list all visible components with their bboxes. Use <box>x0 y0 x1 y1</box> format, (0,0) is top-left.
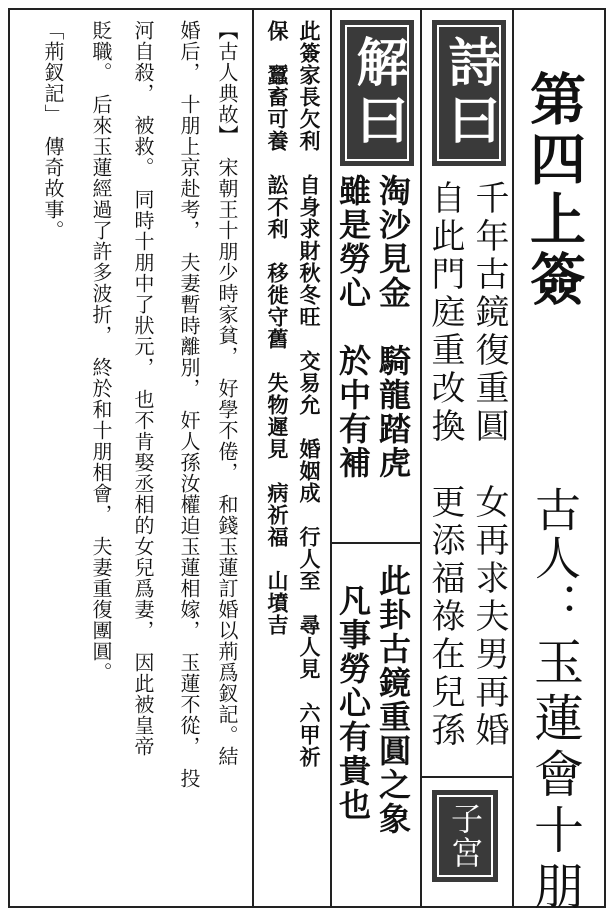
divider-palace <box>420 776 514 778</box>
interpretation-label <box>340 20 414 166</box>
palace-label <box>432 790 498 882</box>
story-prefix: 古人： <box>528 486 582 630</box>
interp-line-2: 雖是勞心 於中有補 <box>334 174 372 480</box>
slip-title: 第四上簽 <box>521 70 587 310</box>
poem-label-text: 詩曰 <box>439 35 499 151</box>
story-line-5: 「荊釵記」 傳奇故事。 <box>41 20 65 241</box>
divider-interp <box>330 8 332 908</box>
divider-title <box>512 8 514 908</box>
story-line-1: 【古人典故】 宋朝王十朋少時家貧， 好學不倦， 和錢玉蓮訂婚以荊爲釵記。結 <box>215 20 239 767</box>
interpretation-label-text: 解曰 <box>347 35 407 151</box>
divider-fortune <box>252 8 254 908</box>
fortune-line-1: 此簽家長欠利 自身求財秋冬旺 交易允 婚姻成 行人至 尋人見 六甲祈 <box>297 20 321 768</box>
story-name: 玉蓮會十朋 <box>526 636 584 916</box>
interp-summary-1: 此卦古鏡重圓之象 <box>374 564 412 836</box>
interp-line-1: 淘沙見金 騎龍踏虎 <box>374 174 412 480</box>
poem-line-1: 千年古鏡復重圓 女再求夫男再婚 <box>469 180 509 750</box>
divider-poem <box>420 8 422 908</box>
poem-line-2: 自此門庭重改換 更添福祿在兒孫 <box>425 180 465 750</box>
interp-summary-2: 凡事勞心有貴也 <box>334 584 372 822</box>
fortune-line-2: 保 蠶畜可養 訟不利 移徙守舊 失物遲見 病祈福 山墳吉 <box>265 20 289 636</box>
palace-label-text: 子宮 <box>446 802 484 870</box>
story-line-3: 河自殺， 被救。 同時十朋中了狀元， 也不肯娶丞相的女兒爲妻， 因此被皇帝 <box>131 20 155 757</box>
story-line-2: 婚后， 十朋上京赴考， 夫妻暫時離別， 奸人孫汝權迫玉蓮相嫁， 玉蓮不從， 投 <box>177 20 201 789</box>
divider-summary <box>330 542 422 544</box>
poem-label <box>432 20 506 166</box>
story-line-4: 貶職。 后來玉蓮經過了許多波折， 終於和十朋相會， 夫妻重復團圓。 <box>89 20 113 683</box>
